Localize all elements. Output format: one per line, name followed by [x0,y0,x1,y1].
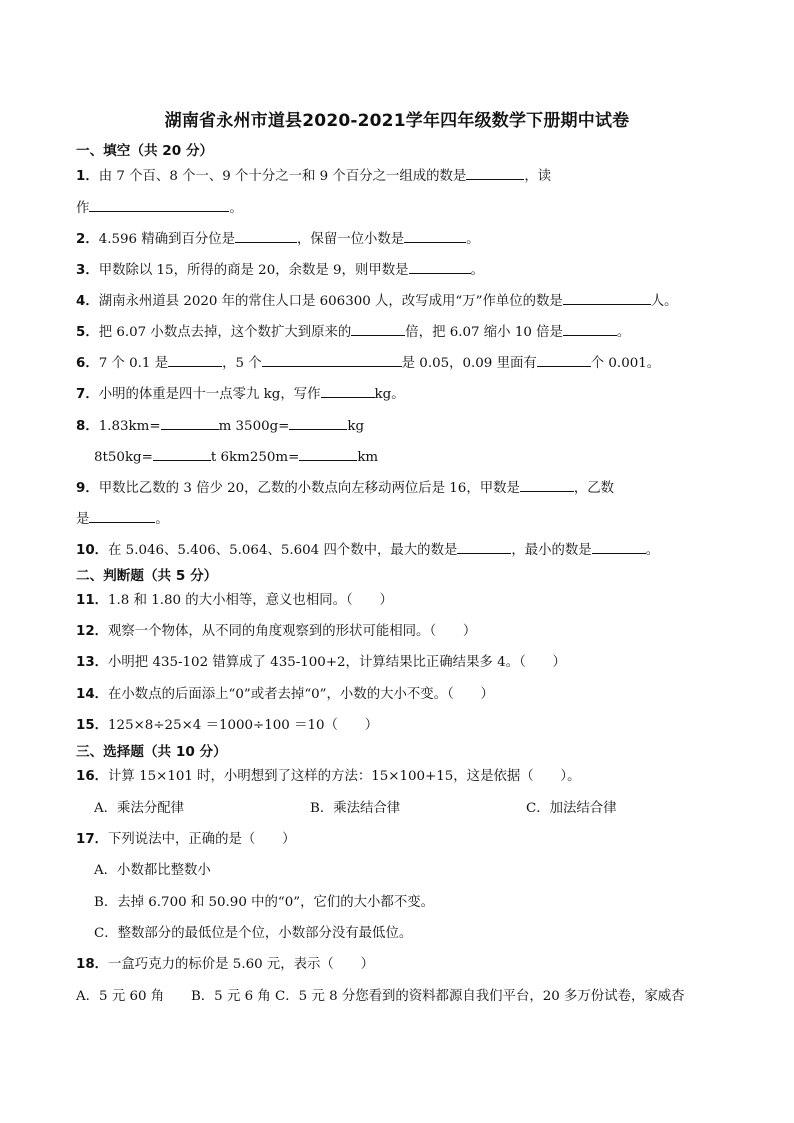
answer-blank[interactable] [299,447,357,461]
question-11 [76,592,393,610]
answer-blank[interactable] [161,416,219,430]
question-text: 在 5.046、5.406、5.064、5.604 四个数中，最大的数是 [108,543,458,558]
answer-blank[interactable] [168,353,222,367]
question-text: 4.596 精确到百分位是 [98,232,236,247]
section-heading-multiple-choice: 三、选择题（共 10 分） [76,744,227,760]
question-number: 12． [76,624,109,639]
option-c[interactable]: C．整数部分的最低位是个位，小数部分没有最低位。 [94,926,413,941]
question-number: 13． [76,655,109,670]
question-18-options: A．5 元 60 角 B．5 元 6 角 C．5 元 8 分您看到的资料都源自我们平台，20 多万份试卷，家威杏 [76,989,685,1004]
option-a[interactable]: A．乘法分配律 [94,801,185,816]
question-9-continued [76,509,169,529]
answer-blank[interactable] [262,353,402,367]
question-9 [76,478,614,498]
section-heading-true-false: 二、判断题（共 5 分） [76,568,218,584]
answer-blank[interactable] [563,322,617,336]
question-number: 3． [76,263,99,278]
question-text: 观察一个物体，从不同的角度观察到的形状可能相同。（ ） [108,624,477,639]
question-number: 14． [76,687,109,702]
question-text: 125×8÷25×4 ＝1000÷100 ＝10（ ） [108,718,379,733]
answer-blank[interactable] [563,291,651,305]
question-text: 计算 15×101 时，小明想到了这样的方法：15×100+15，这是依据（ ）。 [108,769,581,784]
question-text: ，5 个 [222,356,262,371]
question-number: 16． [76,769,109,784]
question-text: 小明的体重是四十一点零九 kg，写作 [98,387,321,402]
question-text: 下列说法中，正确的是（ ） [108,832,296,847]
question-16-options [94,800,617,818]
question-text: kg [347,419,365,434]
question-number: 8． [76,419,99,434]
question-number: 17． [76,832,109,847]
answer-blank[interactable] [409,260,471,274]
option-b[interactable]: B．去掉 6.700 和 50.90 中的“0”，它们的大小都不变。 [94,895,434,910]
question-text: 湖南永州道县 2020 年的常住人口是 606300 人，改写成用“万”作单位的数是 [98,294,563,309]
question-number: 5． [76,325,99,340]
section-heading-fill-in: 一、填空（共 20 分） [76,143,214,159]
question-text: 把 6.07 小数点去掉，这个数扩大到原来的 [98,325,352,340]
question-text: m 3500g= [218,419,290,434]
question-number: 4． [76,294,99,309]
question-16 [76,768,581,786]
question-14 [76,686,494,704]
question-12 [76,623,476,641]
page-title: 湖南省永州市道县2020-2021学年四年级数学下册期中试卷 [164,111,630,131]
answer-blank[interactable] [89,509,155,523]
question-text: 。 [466,232,480,247]
question-text: 小明把 435-102 错算成了 435-100+2，计算结果比正确结果多 4。（ ） [108,655,566,670]
question-text: ，乙数 [573,481,615,496]
question-text: 个 0.001。 [590,356,661,371]
answer-blank[interactable] [466,166,524,180]
question-text: 甲数除以 15，所得的商是 20，余数是 9，则甲数是 [98,263,409,278]
answer-blank[interactable] [592,540,646,554]
question-text: 甲数比乙数的 3 倍少 20，乙数的小数点向左移动两位后是 16，甲数是 [98,481,520,496]
answer-blank[interactable] [351,322,405,336]
question-text: 。 [229,201,243,216]
question-text: 。 [155,512,169,527]
question-number: 2． [76,232,99,247]
question-6 [76,353,660,373]
question-text: 。 [470,263,484,278]
option-b[interactable]: B．乘法结合律 [310,801,401,816]
question-text: 由 7 个百、8 个一、9 个十分之一和 9 个百分之一组成的数是 [98,169,467,184]
question-text: ，保留一位小数是 [297,232,405,247]
question-text: km [357,450,379,465]
question-1-continued [76,198,243,218]
answer-blank[interactable] [537,353,591,367]
question-8 [76,416,364,436]
question-5 [76,322,630,342]
question-number: 6． [76,356,99,371]
option-a[interactable]: A．小数都比整数小 [94,863,211,878]
question-text: 人。 [650,294,678,309]
question-18 [76,956,374,974]
question-number: 9． [76,481,99,496]
question-text: t 6km250m= [210,450,300,465]
question-4 [76,291,678,311]
question-text: ，最小的数是 [511,543,592,558]
question-text: 。 [645,543,660,558]
question-text: 作 [76,201,90,216]
question-15 [76,717,378,735]
answer-blank[interactable] [457,540,511,554]
question-text: 7 个 0.1 是 [98,356,169,371]
answer-blank[interactable] [89,198,229,212]
question-text: 是 0.05，0.09 里面有 [401,356,537,371]
question-text: ，读 [524,169,552,184]
question-text: 1.83km= [98,419,161,434]
question-text: 8t50kg= [94,450,153,465]
question-text: 。 [616,325,631,340]
answer-blank[interactable] [153,447,211,461]
question-text: 1.8 和 1.80 的大小相等，意义也相同。（ ） [108,593,393,608]
question-number: 11． [76,593,109,608]
question-number: 7． [76,387,99,402]
question-number: 15． [76,718,109,733]
question-text: 倍，把 6.07 缩小 10 倍是 [405,325,563,340]
question-3 [76,260,484,280]
question-number: 10． [76,543,109,558]
answer-blank[interactable] [235,229,297,243]
question-text: kg。 [374,387,405,402]
question-8-continued [94,447,378,467]
question-text: 一盒巧克力的标价是 5.60 元，表示（ ） [108,957,374,972]
question-1 [76,166,551,186]
answer-blank[interactable] [321,384,375,398]
question-10 [76,540,659,560]
answer-blank[interactable] [404,229,466,243]
question-2 [76,229,480,249]
question-text: 是 [76,512,90,527]
question-number: 18． [76,957,109,972]
question-13 [76,654,566,672]
question-7 [76,384,405,404]
question-17 [76,831,296,849]
question-number: 1． [76,169,99,184]
option-c[interactable]: C．加法结合律 [526,801,617,816]
answer-blank[interactable] [520,478,574,492]
answer-blank[interactable] [289,416,347,430]
question-text: 在小数点的后面添上“0”或者去掉“0”，小数的大小不变。（ ） [108,687,494,702]
